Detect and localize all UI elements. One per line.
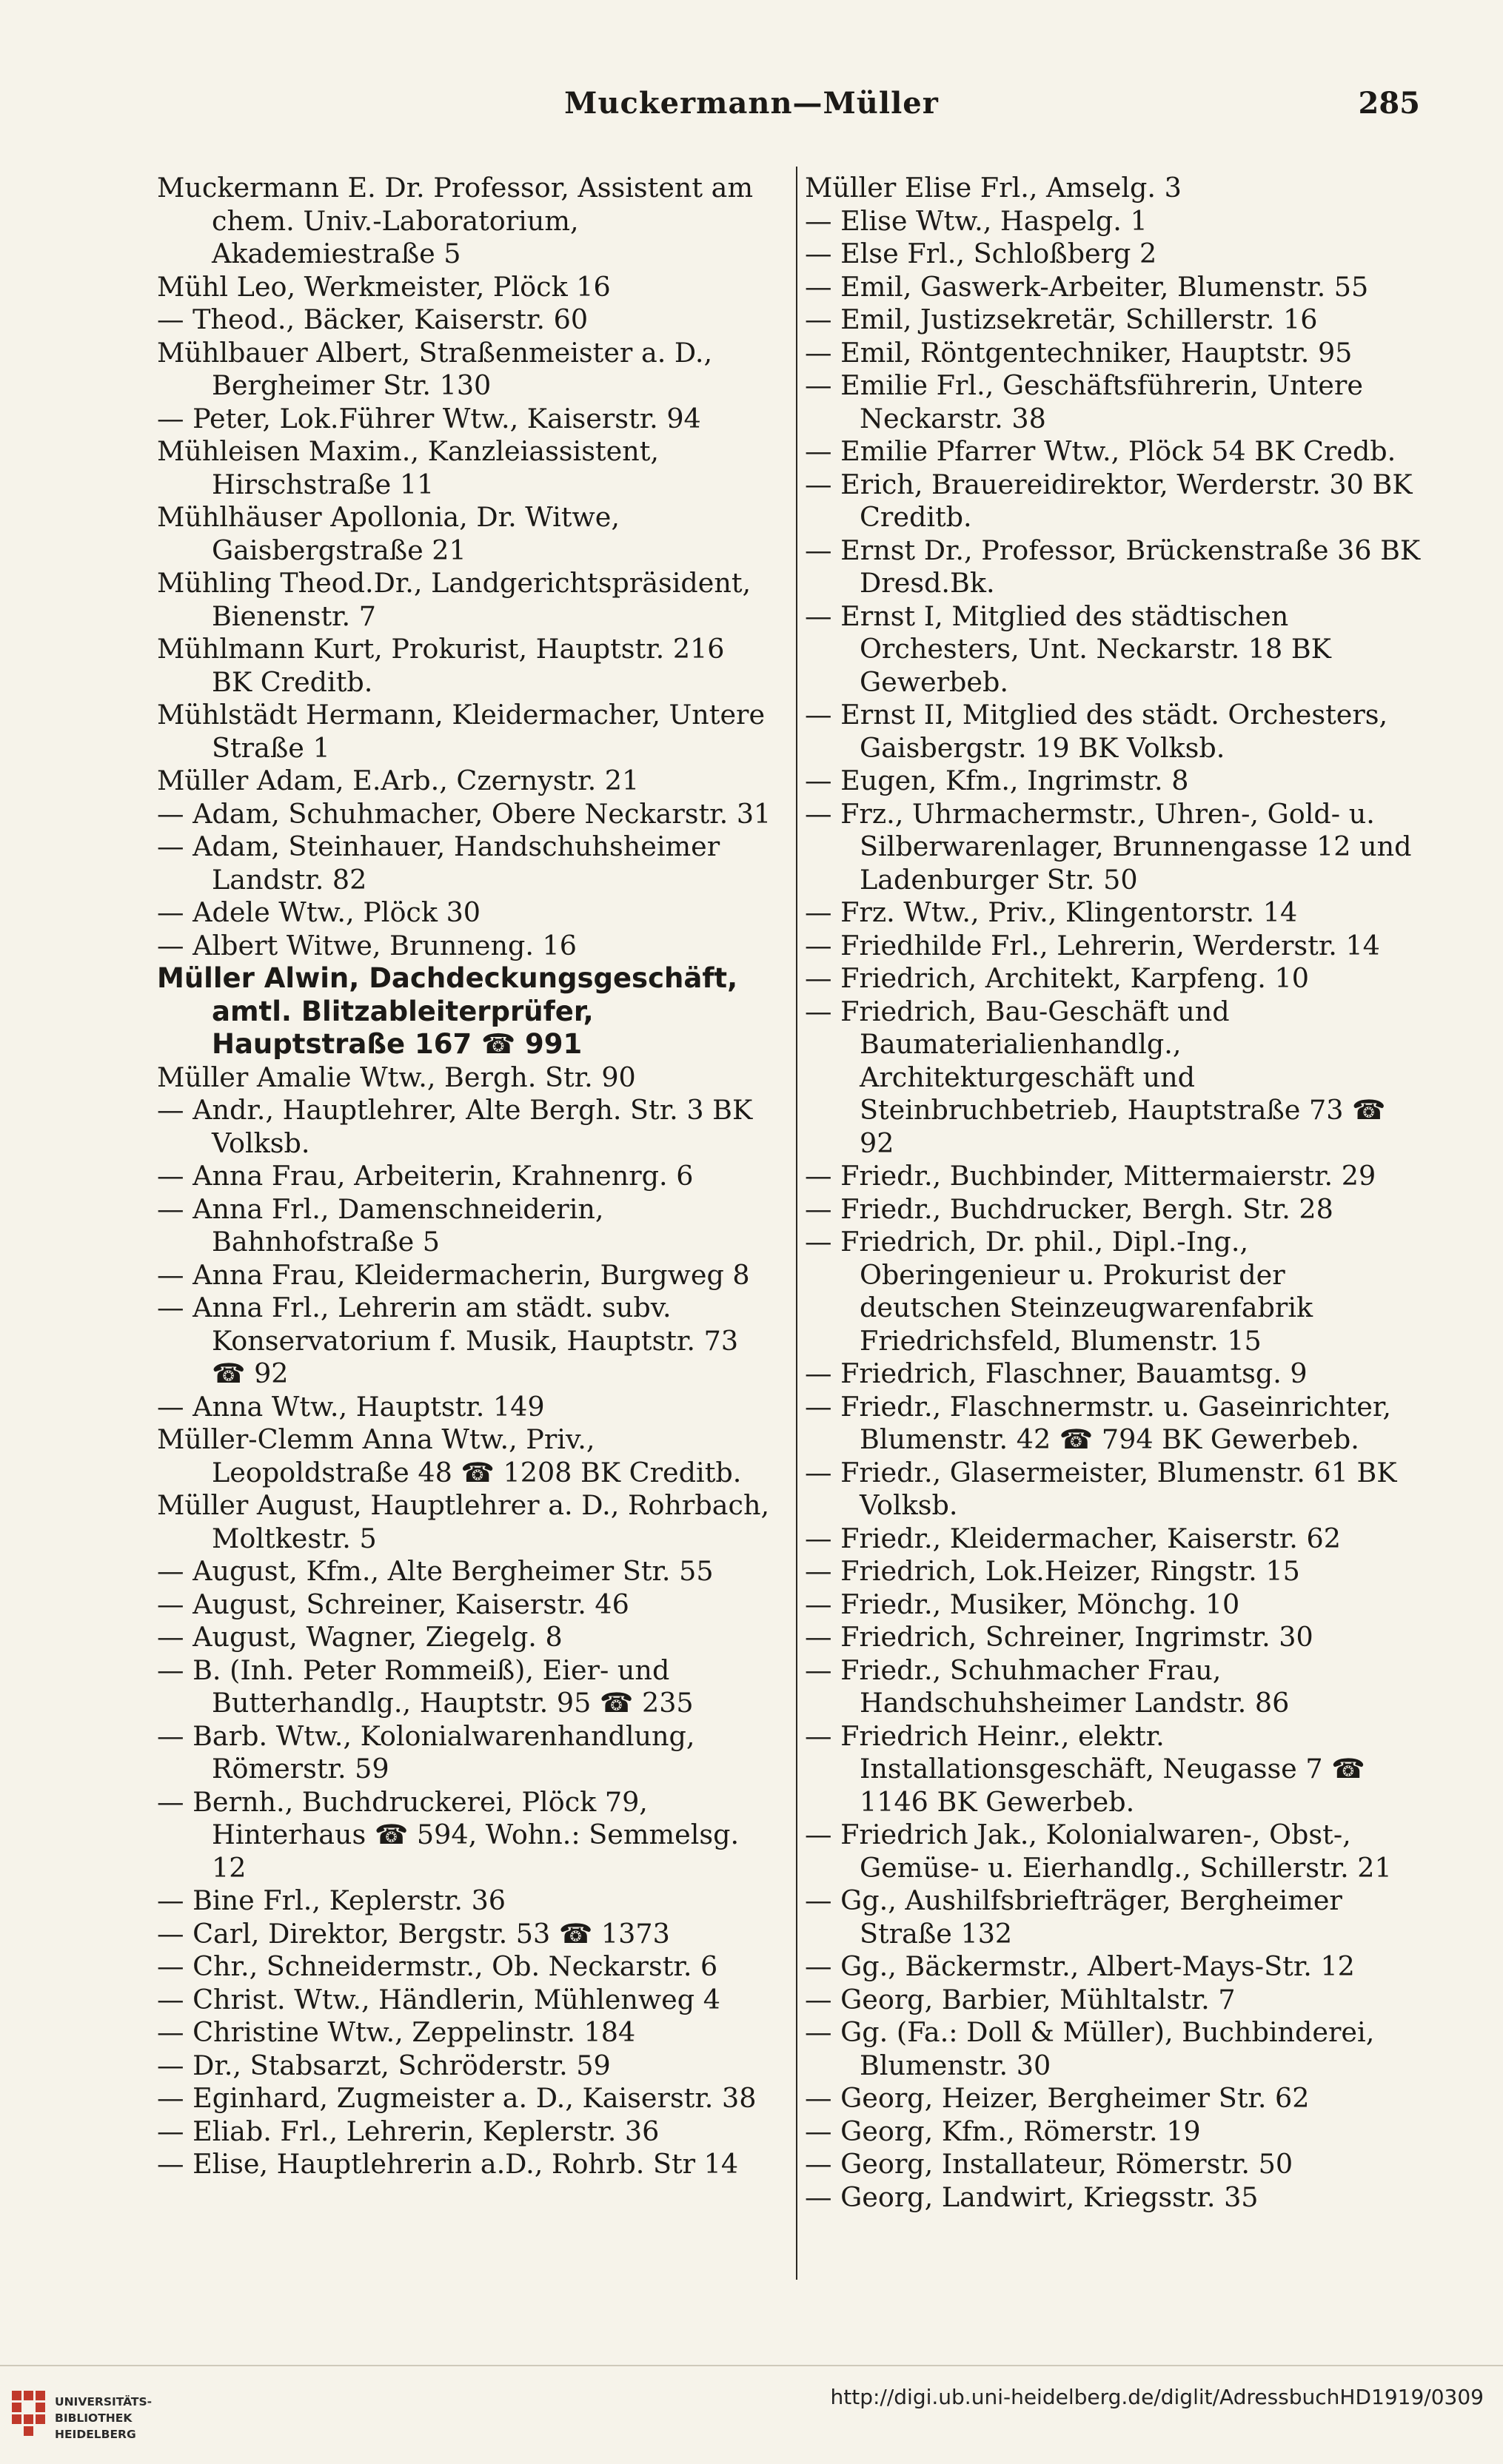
directory-entry: — Adam, Schuhmacher, Obere Neckarstr. 31: [157, 797, 771, 830]
directory-entry: — Georg, Barbier, Mühltalstr. 7: [805, 1983, 1236, 2015]
directory-entry: — Georg, Installateur, Römerstr. 50: [805, 2148, 1293, 2180]
directory-entry: — Friedrich Heinr., elektr. Installationsgeschäft, Neugasse 7 ☎ 1146 BK Gewerbeb.: [805, 1719, 1365, 1818]
directory-entry: Mühlmann Kurt, Prokurist, Hauptstr. 216 BK Creditb.: [157, 633, 725, 698]
library-logo-icon: [12, 2391, 47, 2444]
directory-entry: — Gg., Bäckermstr., Albert-Mays-Str. 12: [805, 1950, 1355, 1982]
directory-entry: — Emil, Gaswerk-Arbeiter, Blumenstr. 55: [805, 270, 1369, 303]
directory-entry: — Friedrich, Schreiner, Ingrimstr. 30: [805, 1621, 1313, 1653]
directory-entry: — Christ. Wtw., Händlerin, Mühlenweg 4: [157, 1983, 720, 2015]
directory-entry: — Friedrich, Dr. phil., Dipl.-Ing., Oberingenieur u. Prokurist der deutschen Steinzeugwarenfabrik Friedrichsfeld, Blumenstr. 15: [805, 1226, 1313, 1357]
directory-entry: Müller Amalie Wtw., Bergh. Str. 90: [157, 1061, 636, 1093]
directory-entry: — Friedrich, Architekt, Karpfeng. 10: [805, 962, 1309, 994]
directory-entry: — Ernst II, Mitglied des städt. Orchesters, Gaisbergstr. 19 BK Volksb.: [805, 699, 1388, 764]
directory-entry: — Carl, Direktor, Bergstr. 53 ☎ 1373: [157, 1917, 670, 1950]
directory-entry: — Anna Frl., Damenschneiderin, Bahnhofstraße 5: [157, 1192, 604, 1258]
directory-entry: — Peter, Lok.Führer Wtw., Kaiserstr. 94: [157, 402, 701, 434]
directory-entry: — Friedr., Musiker, Mönchg. 10: [805, 1588, 1240, 1620]
directory-entry: — Friedr., Buchbinder, Mittermaierstr. 29: [805, 1160, 1376, 1192]
directory-entry: — Dr., Stabsarzt, Schröderstr. 59: [157, 2049, 611, 2081]
directory-entry: — Theod., Bäcker, Kaiserstr. 60: [157, 303, 589, 335]
directory-entry: — Ernst Dr., Professor, Brückenstraße 36 BK Dresd.Bk.: [805, 534, 1421, 599]
directory-entry: Müller Alwin, Dachdeckungsgeschäft, amtl. Blitzableiterprüfer, Hauptstraße 167 ☎ 991: [157, 962, 738, 1060]
directory-entry: — Adam, Steinhauer, Handschuhsheimer Landstr. 82: [157, 830, 720, 896]
directory-entry: — Georg, Heizer, Bergheimer Str. 62: [805, 2082, 1310, 2114]
directory-entry: Mühl Leo, Werkmeister, Plöck 16: [157, 270, 611, 303]
directory-entry: — August, Wagner, Ziegelg. 8: [157, 1621, 563, 1653]
directory-entry: — Erich, Brauereidirektor, Werderstr. 30 BK Creditb.: [805, 468, 1413, 533]
directory-entry: — Frz. Wtw., Priv., Klingentorstr. 14: [805, 896, 1298, 928]
directory-entry: — Anna Wtw., Hauptstr. 149: [157, 1390, 545, 1423]
directory-entry: Mühling Theod.Dr., Landgerichtspräsident, Bienenstr. 7: [157, 567, 752, 632]
directory-entry: — Friedr., Glasermeister, Blumenstr. 61 BK Volksb.: [805, 1456, 1397, 1521]
directory-entry: — Barb. Wtw., Kolonialwarenhandlung, Römerstr. 59: [157, 1719, 695, 1785]
directory-entry: — Anna Frl., Lehrerin am städt. subv. Konservatorium f. Musik, Hauptstr. 73 ☎ 92: [157, 1292, 739, 1389]
directory-entry: — Friedr., Schuhmacher Frau, Handschuhsheimer Landstr. 86: [805, 1654, 1290, 1719]
source-url[interactable]: http://digi.ub.uni-heidelberg.de/diglit/AdressbuchHD1919/0309: [830, 2385, 1484, 2409]
logo-line: HEIDELBERG: [55, 2428, 136, 2441]
directory-entry: Mühleisen Maxim., Kanzleiassistent, Hirschstraße 11: [157, 435, 659, 500]
logo-line: UNIVERSITÄTS-: [55, 2395, 153, 2408]
directory-entry: — Elise Wtw., Haspelg. 1: [805, 204, 1148, 237]
directory-entry: — Friedrich Jak., Kolonialwaren-, Obst-, Gemüse- u. Eierhandlg., Schillerstr. 21: [805, 1819, 1392, 1884]
directory-entry: — August, Kfm., Alte Bergheimer Str. 55: [157, 1555, 714, 1587]
directory-entry: Mühlhäuser Apollonia, Dr. Witwe, Gaisbergstraße 21: [157, 501, 620, 566]
directory-entry: — Bine Frl., Keplerstr. 36: [157, 1884, 506, 1916]
directory-entry: — Friedr., Kleidermacher, Kaiserstr. 62: [805, 1522, 1341, 1554]
directory-entry: — Frz., Uhrmachermstr., Uhren-, Gold- u. Silberwarenlager, Brunnengasse 12 und Ladenburger Str. 50: [805, 797, 1412, 896]
running-title: Muckermann—Müller: [564, 86, 939, 121]
directory-entry: — Emilie Frl., Geschäftsführerin, Untere Neckarstr. 38: [805, 369, 1363, 434]
directory-entry: Müller Elise Frl., Amselg. 3: [805, 172, 1182, 204]
directory-entry: — Gg., Aushilfsbriefträger, Bergheimer Straße 132: [805, 1884, 1342, 1950]
right-column: [805, 172, 1427, 2214]
directory-entry: — August, Schreiner, Kaiserstr. 46: [157, 1588, 629, 1620]
left-column: [157, 172, 771, 2181]
running-head: [0, 80, 1503, 124]
directory-entry: — Friedhilde Frl., Lehrerin, Werderstr. 14: [805, 929, 1380, 961]
directory-entry: — Albert Witwe, Brunneng. 16: [157, 929, 577, 961]
directory-entry: Muckermann E. Dr. Professor, Assistent am chem. Univ.-Laboratorium, Akademiestraße 5: [157, 172, 754, 269]
directory-entry: — Emil, Röntgentechniker, Hauptstr. 95: [805, 336, 1353, 369]
directory-entry: — Eliab. Frl., Lehrerin, Keplerstr. 36: [157, 2115, 660, 2147]
directory-entry: — Adele Wtw., Plöck 30: [157, 896, 481, 928]
directory-entry: — Friedr., Buchdrucker, Bergh. Str. 28: [805, 1192, 1333, 1225]
library-logo-text: [55, 2394, 152, 2443]
directory-entry: — Georg, Kfm., Römerstr. 19: [805, 2115, 1201, 2147]
directory-entry: Müller-Clemm Anna Wtw., Priv., Leopoldstraße 48 ☎ 1208 BK Creditb.: [157, 1423, 742, 1488]
directory-entry: — Anna Frau, Kleidermacherin, Burgweg 8: [157, 1258, 750, 1291]
logo-line: BIBLIOTHEK: [55, 2411, 133, 2425]
directory-entry: Müller Adam, E.Arb., Czernystr. 21: [157, 765, 640, 796]
page-number: 285: [1358, 86, 1420, 121]
directory-entry: — Ernst I, Mitglied des städtischen Orchesters, Unt. Neckarstr. 18 BK Gewerbeb.: [805, 600, 1331, 698]
directory-entry: — Friedrich, Bau-Geschäft und Baumaterialienhandlg., Architekturgeschäft und Steinbruchbetrieb, Hauptstraße 73 ☎ 92: [805, 995, 1386, 1159]
directory-entry: — Friedrich, Lok.Heizer, Ringstr. 15: [805, 1555, 1300, 1587]
directory-entry: — Friedr., Flaschnermstr. u. Gaseinrichter, Blumenstr. 42 ☎ 794 BK Gewerbeb.: [805, 1390, 1391, 1455]
directory-entry: — Elise, Hauptlehrerin a.D., Rohrb. Str 14: [157, 2148, 739, 2180]
directory-entry: — Chr., Schneidermstr., Ob. Neckarstr. 6: [157, 1950, 718, 1982]
column-divider: [796, 167, 797, 2280]
directory-entry: — Georg, Landwirt, Kriegsstr. 35: [805, 2181, 1259, 2213]
directory-entry: — Eugen, Kfm., Ingrimstr. 8: [805, 765, 1189, 796]
directory-entry: — Eginhard, Zugmeister a. D., Kaiserstr. 38: [157, 2082, 757, 2114]
directory-entry: — Else Frl., Schloßberg 2: [805, 238, 1157, 269]
directory-entry: — Christine Wtw., Zeppelinstr. 184: [157, 2016, 636, 2048]
directory-entry: — Anna Frau, Arbeiterin, Krahnenrg. 6: [157, 1160, 694, 1192]
directory-entry: — Andr., Hauptlehrer, Alte Bergh. Str. 3 BK Volksb.: [157, 1094, 753, 1159]
directory-entry: — Friedrich, Flaschner, Bauamtsg. 9: [805, 1357, 1308, 1389]
footer-rule: [0, 2365, 1503, 2366]
directory-entry: — Emil, Justizsekretär, Schillerstr. 16: [805, 303, 1318, 335]
directory-entry: — B. (Inh. Peter Rommeiß), Eier- und Butterhandlg., Hauptstr. 95 ☎ 235: [157, 1654, 694, 1719]
directory-entry: Müller August, Hauptlehrer a. D., Rohrbach, Moltkestr. 5: [157, 1489, 770, 1554]
directory-entry: — Bernh., Buchdruckerei, Plöck 79, Hinterhaus ☎ 594, Wohn.: Semmelsg. 12: [157, 1785, 740, 1884]
library-logo: [12, 2385, 204, 2451]
directory-entry: — Gg. (Fa.: Doll & Müller), Buchbinderei, Blumenstr. 30: [805, 2016, 1375, 2081]
directory-entry: — Emilie Pfarrer Wtw., Plöck 54 BK Credb.: [805, 435, 1396, 467]
directory-entry: Mühlstädt Hermann, Kleidermacher, Untere Straße 1: [157, 699, 766, 764]
directory-entry: Mühlbauer Albert, Straßenmeister a. D., Bergheimer Str. 130: [157, 336, 713, 401]
